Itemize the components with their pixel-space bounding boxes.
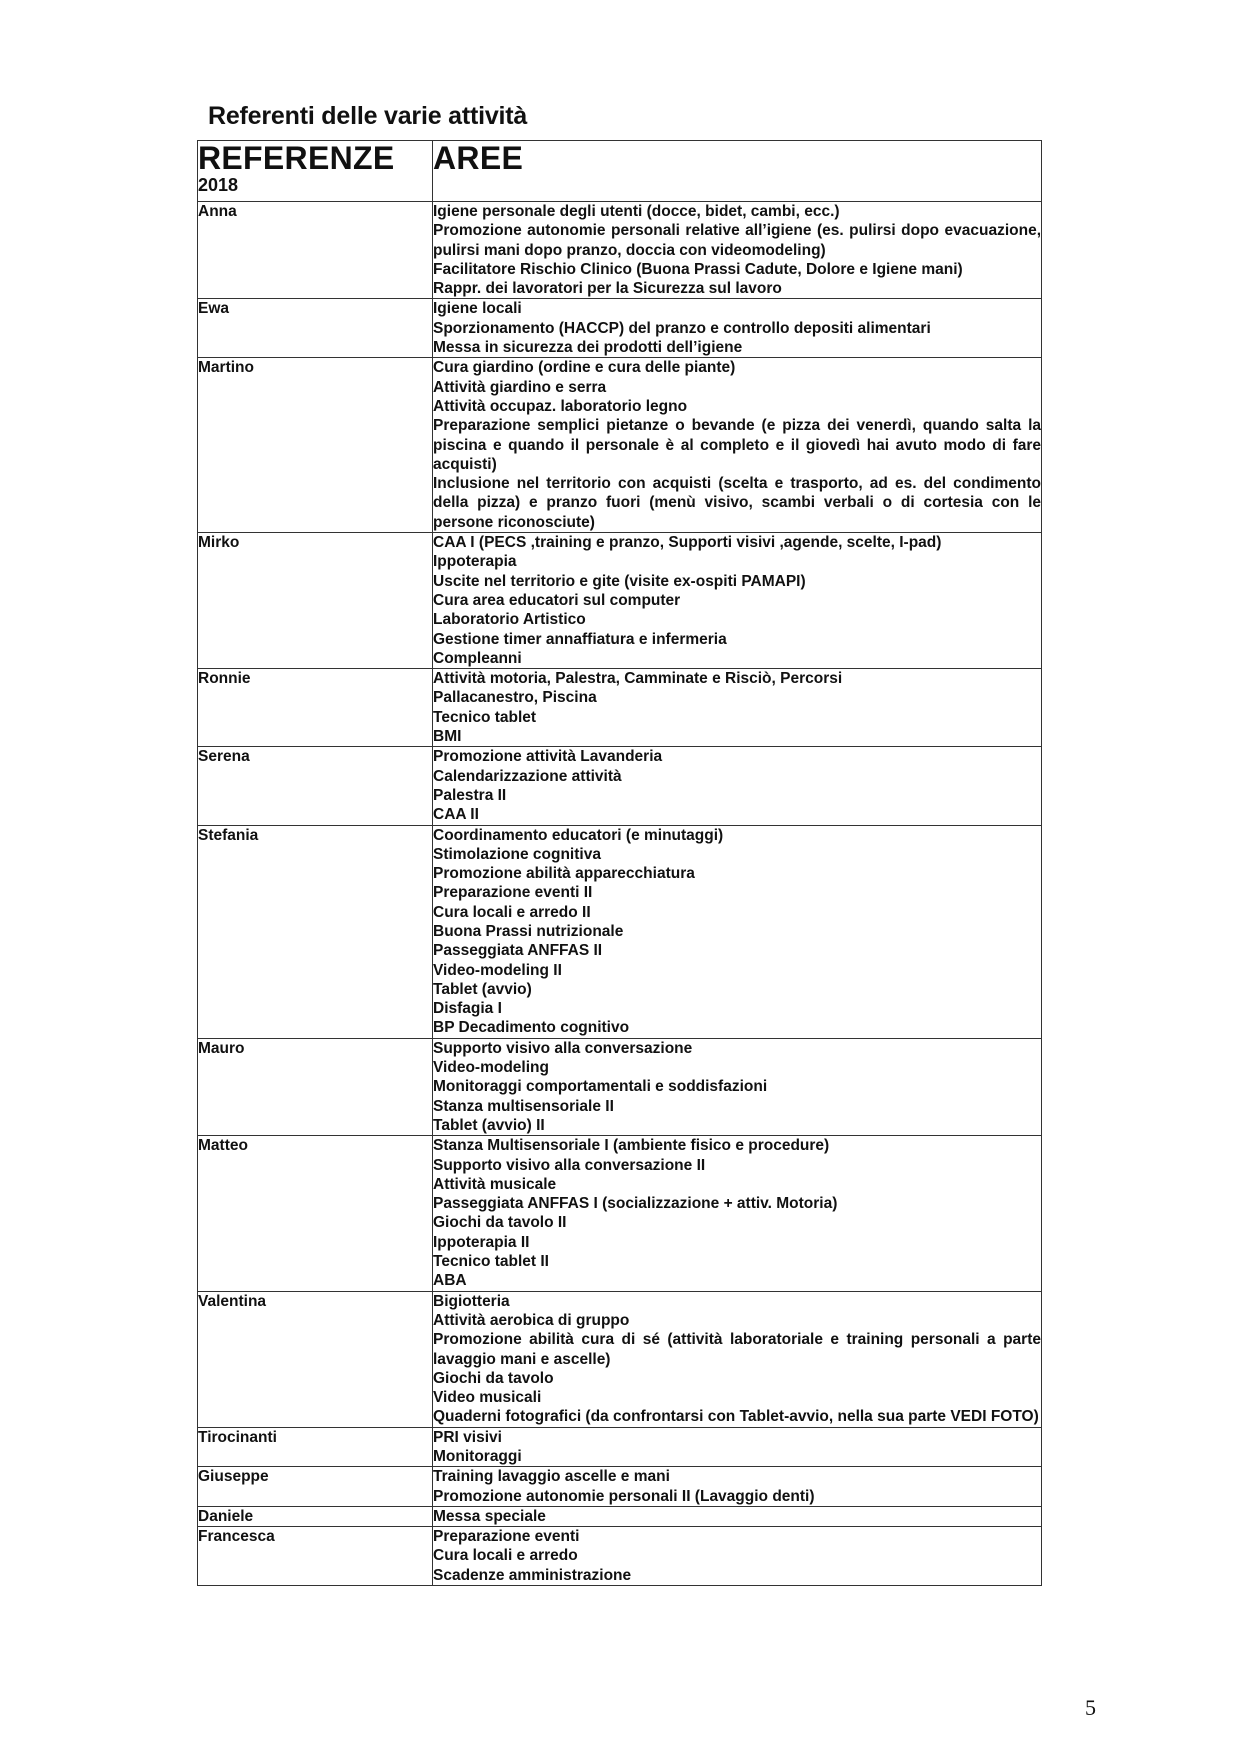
- area-item: Monitoraggi comportamentali e soddisfazioni: [433, 1078, 768, 1096]
- area-item: Stimolazione cognitiva: [433, 845, 601, 863]
- table-row: [198, 202, 1042, 299]
- table-header-row: [198, 141, 1042, 202]
- area-item: CAA I (PECS ,training e pranzo, Supporti visivi ,agende, scelte, I-pad): [433, 534, 942, 552]
- area-item: Promozione attività Lavanderia: [433, 748, 663, 766]
- header-aree-title: AREE: [433, 140, 524, 176]
- referente-name: Matteo: [198, 1136, 433, 1291]
- table-row: [198, 1136, 1042, 1291]
- table-row: [198, 669, 1042, 747]
- area-item: Facilitatore Rischio Clinico (Buona Prassi Cadute, Dolore e Igiene mani): [433, 260, 963, 278]
- area-item: Supporto visivo alla conversazione II: [433, 1156, 706, 1174]
- area-item: Igiene locali: [433, 300, 522, 318]
- table-row: [198, 1038, 1042, 1135]
- referente-name: Mirko: [198, 533, 433, 669]
- table-row: [198, 533, 1042, 669]
- area-item: Attività occupaz. laboratorio legno: [433, 397, 688, 415]
- table-row: [198, 299, 1042, 358]
- area-item: Monitoraggi: [433, 1448, 522, 1465]
- area-item: Igiene personale degli utenti (docce, bidet, cambi, ecc.): [433, 203, 840, 220]
- area-item: Ippoterapia: [433, 553, 517, 571]
- area-item: Uscite nel territorio e gite (visite ex-ospiti PAMAPI): [433, 572, 806, 590]
- areas-cell: [433, 1527, 1042, 1586]
- area-item: Promozione abilità cura di sé (attività laboratoriale e training personali a parte lavaggio mani e ascelle): [433, 1331, 1041, 1368]
- area-item: Video musicali: [433, 1389, 542, 1407]
- table-row: [198, 358, 1042, 533]
- header-aree: [433, 141, 1042, 202]
- area-item: Supporto visivo alla conversazione: [433, 1039, 693, 1057]
- referente-name: Mauro: [198, 1038, 433, 1135]
- area-item: Preparazione eventi II: [433, 884, 593, 902]
- areas-cell: [433, 669, 1042, 747]
- table-row: [198, 1427, 1042, 1467]
- referente-name: Ewa: [198, 299, 433, 358]
- area-item: Sporzionamento (HACCP) del pranzo e controllo depositi alimentari: [433, 319, 931, 337]
- areas-cell: [433, 358, 1042, 533]
- referente-name: Tirocinanti: [198, 1427, 433, 1467]
- areas-cell: [433, 533, 1042, 669]
- area-item: Stanza Multisensoriale I (ambiente fisico e procedure): [433, 1137, 830, 1155]
- area-item: BMI: [433, 728, 462, 746]
- area-item: Cura area educatori sul computer: [433, 591, 681, 609]
- table-body: [198, 202, 1042, 1586]
- area-item: Video-modeling II: [433, 961, 562, 979]
- header-referenze-year: 2018: [198, 175, 239, 195]
- area-item: Passeggiata ANFFAS II: [433, 942, 603, 960]
- areas-cell: [433, 202, 1042, 299]
- areas-cell: [433, 825, 1042, 1038]
- area-item: Promozione abilità apparecchiatura: [433, 865, 695, 883]
- area-item: Coordinamento educatori (e minutaggi): [433, 826, 724, 844]
- header-referenze: [198, 141, 433, 202]
- area-item: Video-modeling: [433, 1059, 549, 1077]
- area-item: Calendarizzazione attività: [433, 767, 622, 785]
- area-item: Cura locali e arredo II: [433, 903, 591, 921]
- area-item: Inclusione nel territorio con acquisti (scelta e trasporto, ad es. del condimento della pizza) e pranzo fuori (menù visivo, scambi verbali o di cortesia con le persone riconosciute): [433, 475, 1041, 531]
- referente-name: Serena: [198, 747, 433, 825]
- referente-name: Martino: [198, 358, 433, 533]
- area-item: Bigiotteria: [433, 1292, 510, 1310]
- table-row: [198, 1291, 1042, 1427]
- area-item: Gestione timer annaffiatura e infermeria: [433, 630, 727, 648]
- area-item: Giochi da tavolo II: [433, 1214, 567, 1232]
- area-item: Promozione autonomie personali II (Lavaggio denti): [433, 1487, 815, 1505]
- referente-name: Stefania: [198, 825, 433, 1038]
- area-item: Training lavaggio ascelle e mani: [433, 1468, 670, 1486]
- area-item: CAA II: [433, 806, 479, 824]
- area-item: Attività aerobica di gruppo: [433, 1311, 630, 1329]
- referenti-table: [197, 140, 1042, 1586]
- area-item: Attività musicale: [433, 1175, 557, 1193]
- area-item: Cura giardino (ordine e cura delle piante): [433, 359, 736, 377]
- document-title: Referenti delle varie attività: [208, 102, 528, 130]
- area-item: Messa speciale: [433, 1507, 546, 1525]
- areas-cell: [433, 747, 1042, 825]
- area-item: Tecnico tablet: [433, 708, 537, 726]
- referente-name: Valentina: [198, 1291, 433, 1427]
- areas-cell: [433, 1136, 1042, 1291]
- area-item: Buona Prassi nutrizionale: [433, 922, 624, 940]
- area-item: Preparazione eventi: [433, 1528, 580, 1546]
- area-item: Passeggiata ANFFAS I (socializzazione + attiv. Motoria): [433, 1195, 838, 1213]
- area-item: Palestra II: [433, 786, 507, 804]
- area-item: Stanza multisensoriale II: [433, 1097, 614, 1115]
- table-row: [198, 747, 1042, 825]
- page-number: 5: [1085, 1695, 1096, 1720]
- referente-name: Ronnie: [198, 669, 433, 747]
- areas-cell: [433, 1291, 1042, 1427]
- area-item: Quaderni fotografici (da confrontarsi con Tablet-avvio, nella sua parte VEDI FOTO): [433, 1408, 1039, 1426]
- area-item: Disfagia I: [433, 1000, 502, 1018]
- area-item: Laboratorio Artistico: [433, 611, 586, 629]
- area-item: Tablet (avvio) II: [433, 1116, 545, 1134]
- referente-name: Francesca: [198, 1527, 433, 1586]
- area-item: Tablet (avvio): [433, 980, 532, 998]
- area-item: Attività giardino e serra: [433, 378, 607, 396]
- areas-cell: [433, 1038, 1042, 1135]
- areas-cell: [433, 1427, 1042, 1467]
- referente-name: Anna: [198, 202, 433, 299]
- table-row: [198, 1467, 1042, 1507]
- area-item: Preparazione semplici pietanze o bevande (e pizza dei venerdì, quando salta la piscina e quando il personale è al completo e il giovedì hai avuto modo di fare acquisti): [433, 417, 1041, 473]
- area-item: Giochi da tavolo: [433, 1369, 554, 1387]
- table-row: [198, 1506, 1042, 1526]
- area-item: PRI visivi: [433, 1428, 502, 1446]
- area-item: Ippoterapia II: [433, 1233, 530, 1251]
- area-item: Cura locali e arredo: [433, 1547, 578, 1565]
- area-item: Attività motoria, Palestra, Camminate e Risciò, Percorsi: [433, 670, 843, 688]
- table-row: [198, 1527, 1042, 1586]
- referente-name: Giuseppe: [198, 1467, 433, 1507]
- area-item: Tecnico tablet II: [433, 1253, 549, 1271]
- area-item: Promozione autonomie personali relative all’igiene (es. pulirsi dopo evacuazione, pulirsi mani dopo pranzo, doccia con videomodeling): [433, 222, 1041, 259]
- areas-cell: [433, 1506, 1042, 1526]
- area-item: Messa in sicurezza dei prodotti dell’igiene: [433, 339, 743, 357]
- areas-cell: [433, 299, 1042, 358]
- header-referenze-title: REFERENZE: [198, 140, 395, 176]
- area-item: ABA: [433, 1272, 467, 1290]
- table-row: [198, 825, 1042, 1038]
- area-item: Compleanni: [433, 649, 522, 667]
- referente-name: Daniele: [198, 1506, 433, 1526]
- areas-cell: [433, 1467, 1042, 1507]
- area-item: Rappr. dei lavoratori per la Sicurezza sul lavoro: [433, 280, 782, 298]
- area-item: Pallacanestro, Piscina: [433, 689, 597, 707]
- area-item: Scadenze amministrazione: [433, 1566, 632, 1584]
- area-item: BP Decadimento cognitivo: [433, 1019, 630, 1037]
